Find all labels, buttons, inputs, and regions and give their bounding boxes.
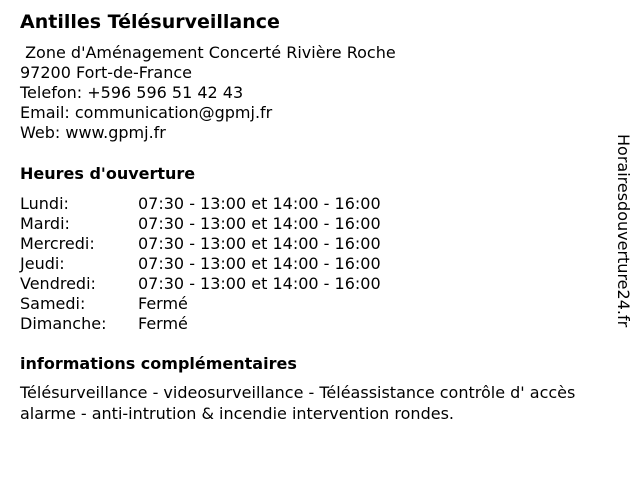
email-address: Email: communication@gpmj.fr <box>20 103 273 122</box>
time-value: 07:30 - 13:00 et 14:00 - 16:00 <box>138 254 381 273</box>
day-label: Mercredi: <box>20 234 95 253</box>
business-name: Antilles Télésurveillance <box>20 11 280 33</box>
time-value: Fermé <box>138 314 188 333</box>
info-heading: informations complémentaires <box>20 354 297 373</box>
time-value: 07:30 - 13:00 et 14:00 - 16:00 <box>138 194 381 213</box>
hours-heading: Heures d'ouverture <box>20 164 196 183</box>
address-line-2: 97200 Fort-de-France <box>20 63 193 82</box>
website-link[interactable]: Web: www.gpmj.fr <box>20 123 166 142</box>
time-value: 07:30 - 13:00 et 14:00 - 16:00 <box>138 214 381 233</box>
time-value: 07:30 - 13:00 et 14:00 - 16:00 <box>138 234 381 253</box>
phone-number: Telefon: +596 596 51 42 43 <box>20 83 244 102</box>
day-label: Mardi: <box>20 214 70 233</box>
day-label: Lundi: <box>20 194 69 213</box>
info-text: Télésurveillance - videosurveillance - Téléassistance contrôle d' accès alarme - anti-intrution & incendie intervention rondes. <box>20 383 576 423</box>
watermark-text: Horairesdouverture24.fr <box>614 134 633 328</box>
address-line-1: Zone d'Aménagement Concerté Rivière Roche <box>20 43 396 62</box>
day-label: Samedi: <box>20 294 86 313</box>
time-value: 07:30 - 13:00 et 14:00 - 16:00 <box>138 274 381 293</box>
watermark <box>610 134 636 374</box>
contact-block <box>20 43 396 143</box>
day-label: Jeudi: <box>20 254 65 273</box>
day-label: Vendredi: <box>20 274 96 293</box>
day-label: Dimanche: <box>20 314 107 333</box>
time-value: Fermé <box>138 294 188 313</box>
